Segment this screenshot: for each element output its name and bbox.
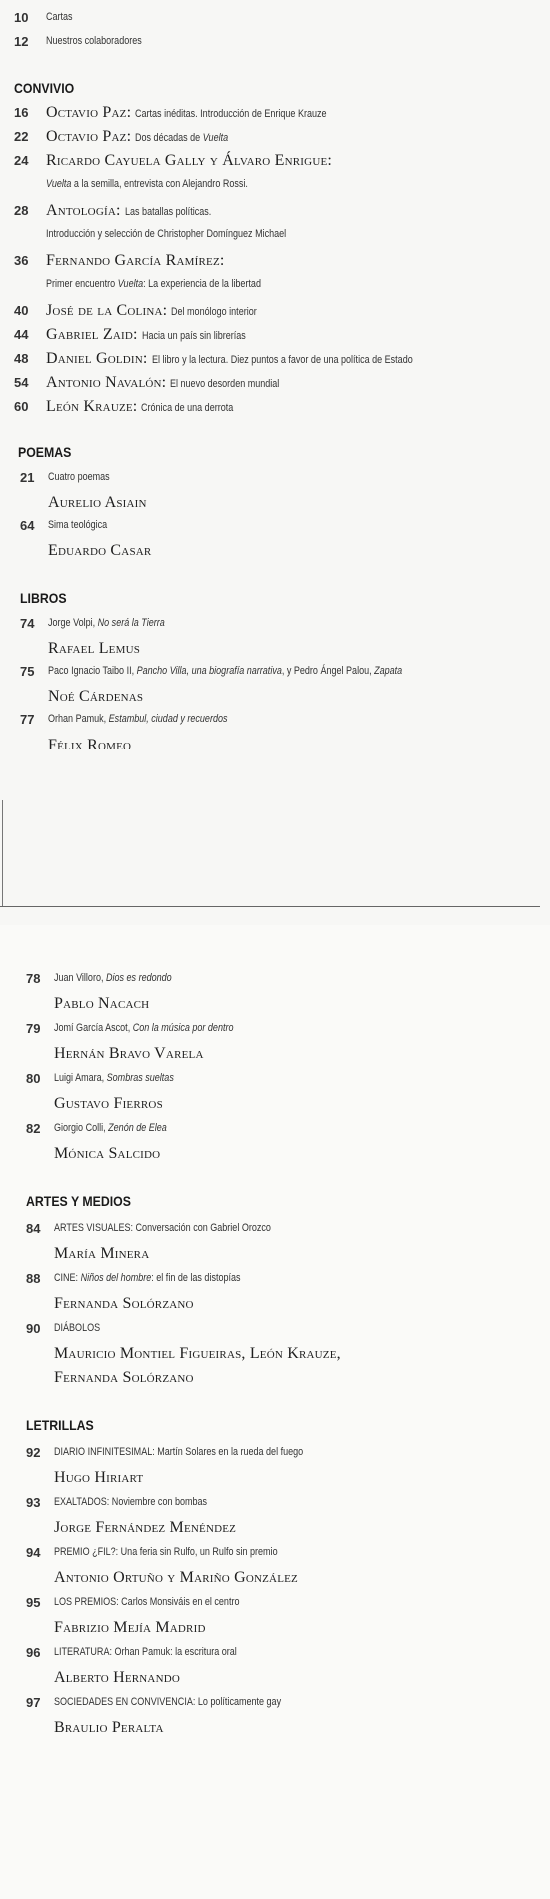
section-heading-poemas: POEMAS xyxy=(18,444,72,460)
toc-page-top xyxy=(0,0,550,910)
entry-author: Antonio Ortuño y Mariño González xyxy=(54,1569,298,1586)
entry-author: Aurelio Asiain xyxy=(48,494,147,511)
page-number: 21 xyxy=(20,470,35,485)
page-number: 78 xyxy=(26,971,41,986)
page-number: 75 xyxy=(20,664,35,679)
page-number: 60 xyxy=(14,399,29,414)
section-heading-letrillas: LETRILLAS xyxy=(26,1417,94,1433)
section-heading-convivio: CONVIVIO xyxy=(14,80,75,96)
entry-author: Eduardo Casar xyxy=(48,542,152,559)
page-number: 80 xyxy=(26,1071,41,1086)
entry-title: CINE: Niños del hombre: el fin de las distopías xyxy=(54,1272,241,1284)
entry-author: Hernán Bravo Varela xyxy=(54,1045,204,1062)
entry-author: Fernando García Ramírez: xyxy=(46,252,225,269)
page-number: 95 xyxy=(26,1595,41,1610)
section-heading-artes-y-medios: ARTES Y MEDIOS xyxy=(26,1193,131,1209)
entry-author: Braulio Peralta xyxy=(54,1719,164,1736)
page-number: 64 xyxy=(20,518,35,533)
page-number: 22 xyxy=(14,129,29,144)
page-number: 48 xyxy=(14,351,29,366)
entry-title: Hacia un país sin librerías xyxy=(141,330,246,342)
page-number: 40 xyxy=(14,303,29,318)
entry-author: Fernanda Solórzano xyxy=(54,1369,194,1386)
entry-title: Giorgio Colli, Zenón de Elea xyxy=(54,1122,167,1134)
entry-title: Orhan Pamuk, Estambul, ciudad y recuerdos xyxy=(48,713,228,725)
page-number: 94 xyxy=(26,1545,41,1560)
entry-author: León Krauze: xyxy=(46,398,138,415)
entry-author: Gabriel Zaid: xyxy=(46,326,138,343)
entry-subtitle: Vuelta a la semilla, entrevista con Alejandro Rossi. xyxy=(46,178,248,190)
entry-title: DIARIO INFINITESIMAL: Martín Solares en la rueda del fuego xyxy=(54,1446,304,1458)
entry-title: Nuestros colaboradores xyxy=(46,35,142,47)
page-number: 92 xyxy=(26,1445,41,1460)
page-number: 10 xyxy=(14,10,29,25)
page-number: 88 xyxy=(26,1271,41,1286)
entry-author: Hugo Hiriart xyxy=(54,1469,144,1486)
entry-author: José de la Colina: xyxy=(46,302,168,319)
page-number: 54 xyxy=(14,375,29,390)
entry-author: Mauricio Montiel Figueiras, León Krauze, xyxy=(54,1345,341,1362)
entry-author: Mónica Salcido xyxy=(54,1145,161,1162)
entry-author: María Minera xyxy=(54,1245,150,1262)
page-number: 84 xyxy=(26,1221,41,1236)
entry-title: LOS PREMIOS: Carlos Monsiváis en el centro xyxy=(54,1596,240,1608)
entry-title: Paco Ignacio Taibo II, Pancho Villa, una biografía narrativa, y Pedro Ángel Palou, Zapata xyxy=(48,665,403,677)
entry-author: Gustavo Fierros xyxy=(54,1095,163,1112)
entry-title: Dos décadas de Vuelta xyxy=(135,132,229,144)
entry-title: Cuatro poemas xyxy=(48,471,110,483)
page-number: 97 xyxy=(26,1695,41,1710)
entry-title: El libro y la lectura. Diez puntos a favor de una política de Estado xyxy=(151,354,413,366)
entry-author: Pablo Nacach xyxy=(54,995,150,1012)
page-number: 16 xyxy=(14,105,29,120)
page-number: 96 xyxy=(26,1645,41,1660)
entry-title: DIÁBOLOS xyxy=(54,1322,101,1334)
entry-author: Fernanda Solórzano xyxy=(54,1295,194,1312)
entry-author: Octavio Paz: xyxy=(46,128,132,145)
entry-title: EXALTADOS: Noviembre con bombas xyxy=(54,1496,208,1508)
entry-author: Antología: xyxy=(46,202,121,219)
page-number: 79 xyxy=(26,1021,41,1036)
entry-title: Las batallas políticas. xyxy=(124,206,211,218)
toc-page-bottom xyxy=(0,925,550,1899)
entry-title: SOCIEDADES EN CONVIVENCIA: Lo políticamente gay xyxy=(54,1696,282,1708)
entry-author: Fabrizio Mejía Madrid xyxy=(54,1619,206,1636)
page-number: 28 xyxy=(14,203,29,218)
page-number: 90 xyxy=(26,1321,41,1336)
entry-title: El nuevo desorden mundial xyxy=(170,378,280,390)
entry-title: LITERATURA: Orhan Pamuk: la escritura oral xyxy=(54,1646,237,1658)
entry-author: Félix Romeo xyxy=(48,737,132,749)
page-number: 24 xyxy=(14,153,29,168)
entry-title: Luigi Amara, Sombras sueltas xyxy=(54,1072,174,1084)
entry-title: Crónica de una derrota xyxy=(141,402,234,414)
entry-title: Cartas inéditas. Introducción de Enrique Krauze xyxy=(135,108,327,120)
page-edge-rule xyxy=(0,906,540,907)
entry-subtitle: Introducción y selección de Christopher Domínguez Michael xyxy=(46,228,287,240)
entry-author: Daniel Goldin: xyxy=(46,350,148,367)
entry-title: ARTES VISUALES: Conversación con Gabriel Orozco xyxy=(54,1222,271,1234)
entry-author: Antonio Navalón: xyxy=(46,374,167,391)
entry-author: Alberto Hernando xyxy=(54,1669,181,1686)
entry-title: Jorge Volpi, No será la Tierra xyxy=(48,617,165,629)
page-number: 77 xyxy=(20,712,35,727)
entry-title: Juan Villoro, Dios es redondo xyxy=(54,972,172,984)
page-number: 74 xyxy=(20,616,35,631)
entry-author: Octavio Paz: xyxy=(46,104,132,121)
entry-subtitle: Primer encuentro Vuelta: La experiencia de la libertad xyxy=(46,278,261,290)
entry-title: Cartas xyxy=(46,11,73,23)
entry-title: PREMIO ¿FIL?: Una feria sin Rulfo, un Rulfo sin premio xyxy=(54,1546,278,1558)
page-number: 93 xyxy=(26,1495,41,1510)
page-number: 36 xyxy=(14,253,29,268)
entry-title: Sima teológica xyxy=(48,519,108,531)
page-number: 44 xyxy=(14,327,29,342)
section-heading-libros: LIBROS xyxy=(20,590,67,606)
entry-author: Jorge Fernández Menéndez xyxy=(54,1519,237,1536)
page-number: 12 xyxy=(14,34,29,49)
entry-author: Rafael Lemus xyxy=(48,640,141,657)
entry-title: Del monólogo interior xyxy=(171,306,258,318)
page-edge-rule xyxy=(2,800,3,906)
page-number: 82 xyxy=(26,1121,41,1136)
entry-title: Jomí García Ascot, Con la música por dentro xyxy=(54,1022,234,1034)
entry-author: Ricardo Cayuela Gally y Álvaro Enrigue: xyxy=(46,152,333,169)
entry-author: Noé Cárdenas xyxy=(48,688,144,705)
